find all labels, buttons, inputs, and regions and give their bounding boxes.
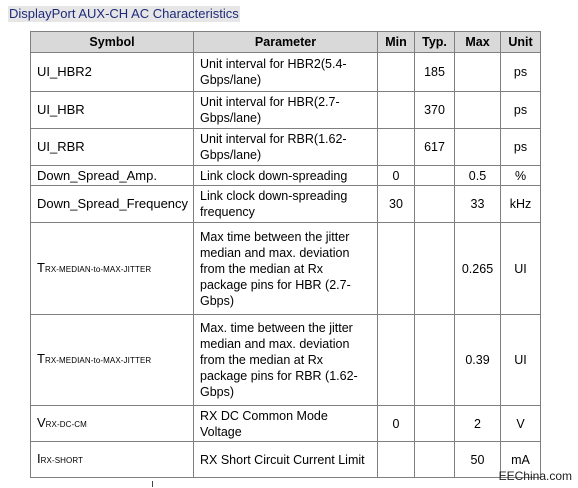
cell-max: 0.265 [455,223,501,315]
table-row [31,166,541,186]
cell-typ [415,315,455,406]
cell-min [378,315,415,406]
cell-symbol [31,315,194,406]
cell-max [455,53,501,92]
symbol-main: UI_HBR [37,102,85,117]
symbol-main: UI_HBR2 [37,64,92,79]
cell-min: 0 [378,166,415,186]
cell-symbol [31,92,194,129]
symbol-main: I [37,450,41,466]
cell-symbol [31,442,194,478]
document-title: DisplayPort AUX-CH AC Characteristics [9,6,239,21]
cell-max: 0.5 [455,166,501,186]
cell-min [378,53,415,92]
cell-min [378,129,415,166]
cell-symbol [31,223,194,315]
cell-symbol [31,53,194,92]
symbol-subscript: RX-MEDIAN-to-MAX-JITTER [44,264,152,274]
symbol-main: UI_RBR [37,139,85,154]
table-row [31,53,541,92]
cell-typ [415,223,455,315]
cell-unit: ps [501,129,541,166]
cell-typ: 617 [415,129,455,166]
table-row [31,186,541,223]
cell-symbol [31,406,194,442]
cell-min [378,442,415,478]
table-row [31,406,541,442]
cell-unit: UI [501,315,541,406]
cell-max: 2 [455,406,501,442]
cell-unit: % [501,166,541,186]
header-unit: Unit [501,32,541,53]
cell-parameter: Unit interval for HBR2(5.4-Gbps/lane) [194,53,378,92]
cell-max [455,92,501,129]
header-typ: Typ. [415,32,455,53]
header-max: Max [455,32,501,53]
table-row [31,92,541,129]
cell-symbol [31,166,194,186]
symbol-main: Down_Spread_Frequency [37,196,189,211]
table-row [31,442,541,478]
cell-typ [415,166,455,186]
symbol-main: V [37,414,46,430]
table-row [31,315,541,406]
header-parameter: Parameter [194,32,378,53]
cell-typ [415,186,455,223]
cell-typ [415,406,455,442]
header-min: Min [378,32,415,53]
cell-unit: mA [501,442,541,478]
symbol-subscript: RX-DC-CM [45,419,87,429]
cell-typ: 185 [415,53,455,92]
table-row [31,223,541,315]
table-header-row [31,32,541,53]
cell-parameter: Max. time between the jitter median and max. deviation from the median at Rx package pins for RBR (1.62-Gbps) [194,315,378,406]
cell-unit: UI [501,223,541,315]
symbol-main: T [37,351,45,366]
cell-max: 0.39 [455,315,501,406]
cell-parameter: Link clock down-spreading [194,166,378,186]
cell-parameter: Link clock down-spreading frequency [194,186,378,223]
page-footer-mark [152,481,153,487]
cell-unit: V [501,406,541,442]
cell-unit: kHz [501,186,541,223]
cell-parameter: Unit interval for RBR(1.62-Gbps/lane) [194,129,378,166]
cell-min [378,223,415,315]
cell-min: 30 [378,186,415,223]
symbol-main: T [37,259,45,275]
cell-min: 0 [378,406,415,442]
cell-parameter: RX Short Circuit Current Limit [194,442,378,478]
characteristics-table [30,31,541,478]
symbol-subscript: RX-MEDIAN-to-MAX-JITTER [44,356,152,365]
cell-parameter: Max time between the jitter median and max. deviation from the median at Rx package pins for HBR (2.7-Gbps) [194,223,378,315]
cell-max [455,129,501,166]
cell-min [378,92,415,129]
table-row [31,129,541,166]
cell-parameter: Unit interval for HBR(2.7-Gbps/lane) [194,92,378,129]
header-symbol: Symbol [31,32,194,53]
cell-max: 33 [455,186,501,223]
cell-typ: 370 [415,92,455,129]
cell-parameter: RX DC Common Mode Voltage [194,406,378,442]
symbol-subscript: RX-SHORT [40,455,84,465]
watermark: EEChina.com [498,469,572,483]
cell-max: 50 [455,442,501,478]
cell-symbol [31,186,194,223]
cell-unit: ps [501,53,541,92]
cell-unit: ps [501,92,541,129]
cell-typ [415,442,455,478]
symbol-main: Down_Spread_Amp. [37,167,157,183]
cell-symbol [31,129,194,166]
